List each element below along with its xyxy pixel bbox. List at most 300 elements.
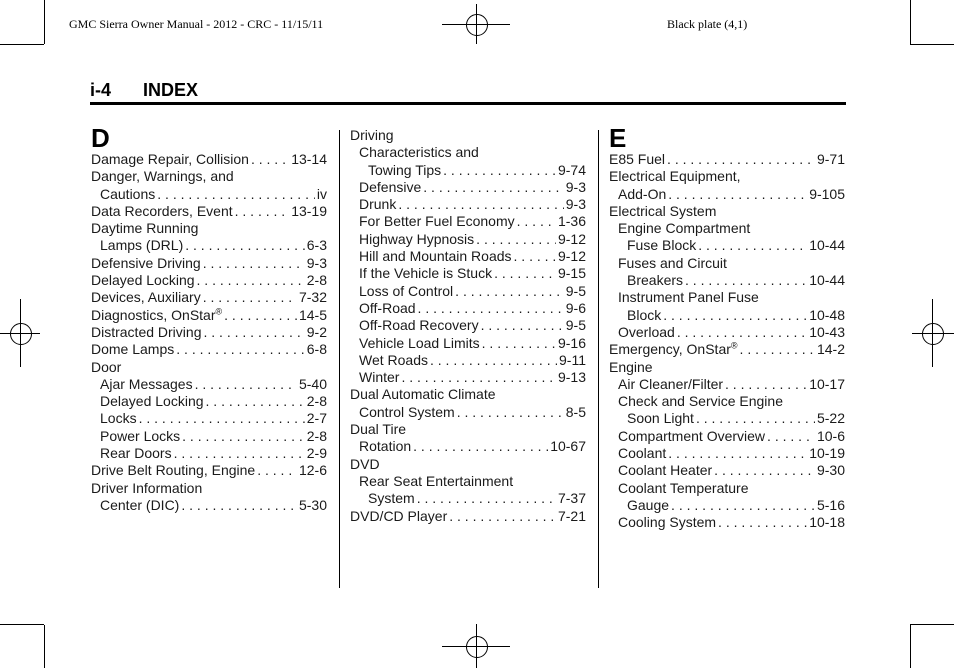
- index-entry-label: [91, 168, 234, 185]
- dot-leader: [476, 231, 556, 248]
- dot-leader: [767, 428, 815, 445]
- index-page-ref[interactable]: 10-6: [816, 427, 845, 444]
- index-entry-text: Control System: [359, 403, 455, 420]
- dot-leader: [696, 410, 815, 427]
- crop-mark: [910, 625, 911, 668]
- index-entry[interactable]: [350, 335, 586, 352]
- index-page-ref[interactable]: 10-17: [809, 375, 845, 392]
- index-entry-text: Check and Service Engine: [618, 393, 783, 410]
- column-divider: [598, 130, 599, 588]
- index-entry-label: [359, 300, 416, 317]
- index-entry[interactable]: [350, 196, 586, 213]
- index-page-ref[interactable]: 2-7: [306, 410, 327, 427]
- index-entry-text: Driver Information: [91, 479, 203, 496]
- index-entry-text: Dome Lamps: [91, 341, 175, 358]
- index-entry-label: [609, 168, 741, 185]
- index-page-ref[interactable]: 9-30: [816, 462, 845, 479]
- index-page-ref[interactable]: 6-8: [306, 341, 327, 358]
- index-entry-label: [359, 317, 479, 334]
- index-entry-text: For Better Fuel Economy: [359, 213, 515, 230]
- index-entry-text: System: [368, 490, 415, 507]
- index-entry-label: [368, 490, 415, 507]
- index-page-ref[interactable]: 6-3: [306, 237, 327, 254]
- index-entry[interactable]: [609, 151, 845, 168]
- index-entry[interactable]: [350, 231, 586, 248]
- index-entry-text: E85 Fuel: [609, 151, 666, 167]
- index-entry-label: [618, 186, 666, 203]
- index-page-ref[interactable]: 9-74: [557, 161, 586, 178]
- dot-leader: [685, 272, 807, 289]
- index-entry-label: [91, 272, 195, 289]
- index-entry-label: [350, 508, 447, 525]
- index-entry[interactable]: [350, 248, 586, 265]
- index-entry[interactable]: [91, 428, 327, 445]
- index-entry-label: [609, 341, 738, 358]
- index-entry-text: Driving: [350, 127, 394, 143]
- index-column-1: [91, 125, 327, 514]
- index-entry-text: Delayed Locking: [91, 272, 195, 289]
- dot-leader: [668, 186, 807, 203]
- index-entry[interactable]: [350, 213, 586, 230]
- index-entry-label: [618, 480, 748, 497]
- dot-leader: [257, 462, 297, 479]
- index-entry-text: Coolant: [618, 445, 667, 462]
- index-page-ref[interactable]: 9-105: [809, 185, 845, 202]
- index-page-ref[interactable]: 8-5: [565, 403, 586, 420]
- index-entry[interactable]: [609, 514, 845, 531]
- index-entry[interactable]: [350, 283, 586, 300]
- index-entry[interactable]: [609, 186, 845, 203]
- dot-leader: [413, 438, 548, 455]
- index-entry-label: [91, 359, 121, 376]
- index-entry[interactable]: [350, 352, 586, 369]
- index-entry-label: [359, 404, 455, 421]
- dot-leader: [663, 307, 807, 324]
- index-entry-text: Cooling System: [618, 514, 717, 531]
- index-page-ref[interactable]: 10-19: [809, 445, 845, 462]
- dot-leader: [718, 514, 807, 531]
- index-entry: [91, 359, 327, 376]
- dot-leader: [457, 404, 564, 421]
- index-page-ref[interactable]: 9-5: [565, 282, 586, 299]
- index-entry[interactable]: [609, 445, 845, 462]
- index-entry[interactable]: [609, 497, 845, 514]
- index-entry-text: Dual Automatic Climate: [350, 386, 496, 403]
- index-entry-label: [359, 231, 474, 248]
- index-entry-text: Off-Road: [359, 299, 416, 316]
- title-rule: [90, 102, 846, 105]
- index-entry-text: Breakers: [627, 272, 684, 289]
- index-entry[interactable]: [91, 272, 327, 289]
- dot-leader: [417, 490, 556, 507]
- index-entry-label: [359, 473, 513, 490]
- index-entry[interactable]: [91, 410, 327, 427]
- index-entry: [91, 168, 327, 185]
- dot-leader: [235, 203, 290, 220]
- index-entry-label: [627, 307, 661, 324]
- index-entry[interactable]: [91, 203, 327, 220]
- index-entry[interactable]: [91, 237, 327, 254]
- dot-leader: [423, 179, 564, 196]
- index-entry-text: If the Vehicle is Stuck: [359, 265, 493, 282]
- index-entry-text: Diagnostics, OnStar: [91, 306, 216, 323]
- index-entry[interactable]: [91, 255, 327, 272]
- index-entry-text: Rear Seat Entertainment: [359, 472, 514, 489]
- index-entry-text: Highway Hypnosis: [359, 230, 475, 247]
- index-entry-text: Add-On: [618, 185, 667, 202]
- index-entry-text: Towing Tips: [368, 161, 442, 178]
- index-entry: [609, 168, 845, 185]
- index-entry[interactable]: [91, 393, 327, 410]
- index-entry-text: Overload: [618, 323, 675, 340]
- index-page-ref[interactable]: 10-48: [809, 306, 845, 323]
- index-entry: [350, 421, 586, 438]
- index-entry-label: [618, 289, 759, 306]
- index-page-ref[interactable]: 10-67: [550, 438, 586, 455]
- index-page-ref[interactable]: 13-19: [291, 202, 327, 219]
- index-entry-text: Drive Belt Routing, Engine: [91, 462, 256, 479]
- index-entry-label: [627, 272, 683, 289]
- dot-leader: [182, 428, 305, 445]
- index-page-ref[interactable]: iv: [316, 185, 327, 202]
- index-entry[interactable]: [91, 324, 327, 341]
- dot-leader: [398, 196, 563, 213]
- index-entry-text: Danger, Warnings, and: [91, 168, 234, 185]
- index-page-ref[interactable]: 9-3: [565, 196, 586, 213]
- index-entry[interactable]: [91, 289, 327, 306]
- index-entry: [609, 255, 845, 272]
- index-entry-label: [100, 497, 179, 514]
- index-page-ref[interactable]: 14-2: [816, 341, 845, 358]
- dot-leader: [418, 300, 564, 317]
- index-page-ref[interactable]: 9-16: [557, 334, 586, 351]
- index-entry-label: [350, 386, 496, 403]
- index-page-ref[interactable]: 9-71: [816, 151, 845, 167]
- index-page-ref[interactable]: 13-14: [291, 151, 327, 167]
- index-entry: [609, 359, 845, 376]
- section-letter: D: [91, 123, 110, 153]
- index-page-ref[interactable]: 9-2: [306, 323, 327, 340]
- index-entry-label: [359, 352, 428, 369]
- index-entry: [350, 127, 586, 144]
- index-page-ref[interactable]: 2-8: [306, 427, 327, 444]
- index-entry[interactable]: [350, 438, 586, 455]
- index-page-ref[interactable]: 9-12: [557, 248, 586, 265]
- index-entry-text: Coolant Heater: [618, 462, 713, 479]
- index-entry-text: Air Cleaner/Filter: [618, 375, 724, 392]
- dot-leader: [494, 265, 556, 282]
- index-page-ref[interactable]: 10-43: [809, 323, 845, 340]
- dot-leader: [139, 410, 305, 427]
- index-entry[interactable]: [609, 462, 845, 479]
- index-entry-text: Gauge: [627, 496, 670, 513]
- index-page-ref[interactable]: 2-9: [306, 445, 327, 462]
- index-entry-text: Off-Road Recovery: [359, 317, 479, 334]
- index-entry-text: Fuses and Circuit: [618, 254, 727, 271]
- index-entry[interactable]: [350, 265, 586, 282]
- registered-mark: ®: [730, 340, 738, 351]
- dot-leader: [251, 151, 289, 168]
- dot-leader: [195, 376, 297, 393]
- index-page-ref[interactable]: 14-5: [298, 306, 327, 323]
- index-entry-label: [359, 265, 492, 282]
- index-entry[interactable]: [91, 445, 327, 462]
- crop-mark: [44, 625, 45, 668]
- index-entry[interactable]: [91, 497, 327, 514]
- index-entry-label: [609, 151, 665, 168]
- index-entry[interactable]: [91, 462, 327, 479]
- index-entry[interactable]: [350, 317, 586, 334]
- index-entry-label: [618, 393, 783, 410]
- index-entry-label: [91, 462, 255, 479]
- index-entry-text: Defensive Driving: [91, 254, 201, 271]
- dot-leader: [740, 341, 815, 358]
- dot-leader: [667, 151, 815, 168]
- index-entry-text: Hill and Mountain Roads: [359, 248, 512, 265]
- index-page-ref[interactable]: 9-12: [557, 230, 586, 247]
- index-page-ref[interactable]: 10-44: [809, 237, 845, 254]
- dot-leader: [401, 369, 556, 386]
- index-entry-text: Vehicle Load Limits: [359, 334, 480, 351]
- index-entry-label: [609, 203, 716, 220]
- index-entry-label: [618, 514, 716, 531]
- index-entry: [609, 289, 845, 306]
- index-entry-text: Coolant Temperature: [618, 479, 749, 496]
- index-entry-label: [627, 497, 669, 514]
- index-entry-text: Soon Light: [627, 410, 694, 427]
- index-page-ref[interactable]: 10-44: [809, 272, 845, 289]
- dot-leader: [514, 248, 556, 265]
- dot-leader: [224, 307, 297, 324]
- index-entry-label: [359, 248, 512, 265]
- index-entry: [609, 393, 845, 410]
- dot-leader: [176, 341, 305, 358]
- index-entry-label: [359, 369, 399, 386]
- index-entry-label: [359, 335, 480, 352]
- dot-leader: [206, 393, 305, 410]
- index-entry-label: [350, 127, 394, 144]
- dot-leader: [671, 497, 815, 514]
- index-entry[interactable]: [91, 307, 327, 324]
- dot-leader: [449, 508, 556, 525]
- index-entry-text: Cautions: [100, 185, 156, 202]
- index-entry-label: [618, 324, 675, 341]
- crop-mark: [0, 624, 44, 625]
- section-letter: E: [609, 123, 627, 153]
- crop-mark: [0, 44, 44, 45]
- index-entry-text: Delayed Locking: [100, 393, 204, 410]
- index-entry-label: [368, 162, 441, 179]
- index-entry-label: [91, 341, 174, 358]
- index-page-ref[interactable]: 7-37: [557, 490, 586, 507]
- dot-leader: [481, 317, 564, 334]
- dot-leader: [482, 335, 556, 352]
- dot-leader: [181, 497, 297, 514]
- index-entry-label: [100, 428, 180, 445]
- index-page-ref[interactable]: 5-22: [816, 410, 845, 427]
- index-entry-label: [91, 324, 201, 341]
- index-entry[interactable]: [350, 300, 586, 317]
- index-entry-label: [609, 359, 653, 376]
- index-entry-label: [618, 462, 712, 479]
- index-entry-text: Engine Compartment: [618, 220, 751, 237]
- index-entry-text: Rotation: [359, 438, 412, 455]
- index-entry-label: [100, 445, 172, 462]
- index-entry-label: [100, 376, 193, 393]
- index-page-ref[interactable]: 2-8: [306, 393, 327, 410]
- index-entry-text: Compartment Overview: [618, 427, 766, 444]
- index-entry-text: Ajar Messages: [100, 375, 193, 392]
- index-entry-text: Damage Repair, Collision: [91, 151, 249, 167]
- index-entry-text: Locks: [100, 410, 137, 427]
- index-entry: [91, 480, 327, 497]
- dot-leader: [157, 186, 315, 203]
- index-page-ref[interactable]: 12-6: [298, 462, 327, 479]
- index-entry-label: [91, 151, 249, 168]
- index-entry[interactable]: [350, 369, 586, 386]
- index-column-2: [350, 127, 586, 525]
- dot-leader: [430, 352, 557, 369]
- index-entry[interactable]: [350, 179, 586, 196]
- index-entry[interactable]: [609, 410, 845, 427]
- column-divider: [339, 130, 340, 588]
- index-entry-text: Daytime Running: [91, 220, 199, 237]
- index-page-ref[interactable]: 7-32: [298, 289, 327, 306]
- index-entry-text: Electrical Equipment,: [609, 168, 741, 185]
- index-page-ref[interactable]: 2-8: [306, 272, 327, 289]
- index-entry: [350, 144, 586, 161]
- index-entry-text: Defensive: [359, 178, 422, 195]
- index-page-ref[interactable]: 7-21: [557, 507, 586, 524]
- index-entry: [350, 473, 586, 490]
- index-entry[interactable]: [609, 324, 845, 341]
- index-entry-label: [91, 289, 201, 306]
- index-entry[interactable]: [609, 237, 845, 254]
- index-entry-label: [627, 410, 694, 427]
- index-entry-label: [618, 428, 765, 445]
- index-entry: [609, 480, 845, 497]
- index-page-ref[interactable]: 5-30: [298, 496, 327, 513]
- index-entry-label: [350, 421, 406, 438]
- index-entry-label: [618, 376, 723, 393]
- index-entry-text: Dual Tire: [350, 421, 407, 438]
- index-column-3: [609, 125, 845, 532]
- crop-mark: [910, 624, 954, 625]
- index-page-ref[interactable]: 1-36: [557, 213, 586, 230]
- crop-mark: [910, 44, 954, 45]
- index-page-ref[interactable]: 9-15: [557, 265, 586, 282]
- index-entry: [350, 456, 586, 473]
- index-entry-text: Winter: [359, 369, 400, 386]
- index-entry-label: [359, 179, 421, 196]
- index-page-ref[interactable]: 9-3: [565, 178, 586, 195]
- index-entry[interactable]: [609, 428, 845, 445]
- page-title: INDEX: [143, 80, 199, 100]
- index-entry-text: Wet Roads: [359, 351, 428, 368]
- index-entry-text: Lamps (DRL): [100, 237, 184, 254]
- index-entry-label: [359, 213, 515, 230]
- index-entry-label: [359, 144, 479, 161]
- dot-leader: [668, 445, 807, 462]
- index-entry-label: [100, 410, 137, 427]
- dot-leader: [443, 162, 556, 179]
- index-entry-text: Center (DIC): [100, 496, 180, 513]
- index-entry-label: [91, 307, 222, 324]
- index-page-ref[interactable]: 9-11: [559, 351, 586, 368]
- index-entry-text: DVD/CD Player: [350, 507, 448, 524]
- index-entry[interactable]: [609, 341, 845, 358]
- index-entry-label: [618, 445, 666, 462]
- index-entry-label: [618, 220, 750, 237]
- index-entry-text: Electrical System: [609, 202, 717, 219]
- dot-leader: [203, 289, 297, 306]
- index-entry[interactable]: [91, 376, 327, 393]
- index-entry[interactable]: [609, 307, 845, 324]
- print-header-left: GMC Sierra Owner Manual - 2012 - CRC - 11/15/11: [69, 17, 324, 31]
- index-page-ref[interactable]: 9-6: [565, 299, 586, 316]
- index-entry-label: [359, 196, 396, 213]
- index-entry-label: [100, 186, 155, 203]
- index-entry: [350, 386, 586, 403]
- registered-mark: ®: [215, 306, 223, 317]
- index-entry[interactable]: [350, 490, 586, 507]
- index-entry: [609, 220, 845, 237]
- index-entry[interactable]: [91, 151, 327, 168]
- index-entry-text: Data Recorders, Event: [91, 202, 233, 219]
- index-page-ref[interactable]: 5-16: [816, 496, 845, 513]
- index-entry-label: [359, 438, 411, 455]
- index-entry[interactable]: [609, 272, 845, 289]
- index-entry-text: Instrument Panel Fuse: [618, 289, 759, 306]
- dot-leader: [174, 445, 305, 462]
- index-entry[interactable]: [91, 341, 327, 358]
- dot-leader: [677, 324, 807, 341]
- index-entry[interactable]: [350, 404, 586, 421]
- index-entry-text: Block: [627, 306, 662, 323]
- index-entry-label: [359, 283, 453, 300]
- index-page-ref[interactable]: 10-18: [809, 514, 845, 531]
- crop-mark: [44, 0, 45, 44]
- print-header-right: Black plate (4,1): [667, 17, 748, 31]
- index-entry[interactable]: [350, 508, 586, 525]
- index-entry[interactable]: [350, 162, 586, 179]
- index-page-ref[interactable]: 9-13: [557, 369, 586, 386]
- crop-mark: [910, 0, 911, 44]
- index-page-ref[interactable]: 9-3: [306, 254, 327, 271]
- page-number: i-4: [90, 80, 112, 100]
- index-page-ref[interactable]: 5-40: [298, 375, 327, 392]
- index-entry-text: Characteristics and: [359, 144, 479, 161]
- dot-leader: [185, 237, 305, 254]
- index-entry[interactable]: [609, 376, 845, 393]
- index-entry: [609, 203, 845, 220]
- index-entry-text: Drunk: [359, 196, 397, 213]
- index-entry-label: [627, 237, 696, 254]
- index-page-ref[interactable]: 9-5: [565, 317, 586, 334]
- index-entry-label: [91, 220, 198, 237]
- dot-leader: [455, 283, 564, 300]
- index-entry-text: Door: [91, 358, 122, 375]
- index-entry-label: [91, 480, 202, 497]
- index-entry[interactable]: [91, 186, 327, 203]
- index-entry-text: Emergency, OnStar: [609, 341, 731, 358]
- dot-leader: [197, 272, 305, 289]
- dot-leader: [517, 213, 556, 230]
- index-entry-text: Engine: [609, 358, 653, 375]
- index-entry-text: DVD: [350, 455, 380, 472]
- dot-leader: [714, 462, 815, 479]
- index-entry-label: [618, 255, 727, 272]
